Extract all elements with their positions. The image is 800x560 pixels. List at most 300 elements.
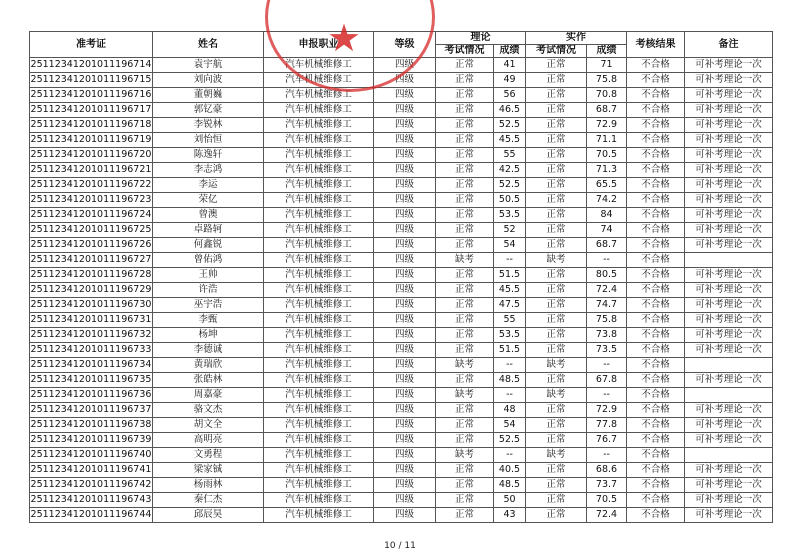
cell-note: 可补考理论一次 xyxy=(685,403,773,418)
cell-note: 可补考理论一次 xyxy=(685,373,773,388)
cell-theory-status: 缺考 xyxy=(436,448,494,463)
cell-result: 不合格 xyxy=(627,148,685,163)
cell-result: 不合格 xyxy=(627,358,685,373)
cell-practice-status: 缺考 xyxy=(526,358,587,373)
cell-note xyxy=(685,388,773,403)
cell-exam-id: 25112341201011196739 xyxy=(30,433,153,448)
cell-result: 不合格 xyxy=(627,58,685,73)
cell-theory-score: 48.5 xyxy=(494,478,526,493)
cell-practice-score: 72.9 xyxy=(587,118,627,133)
cell-name: 许浩 xyxy=(153,283,264,298)
cell-level: 四级 xyxy=(374,253,436,268)
cell-exam-id: 25112341201011196727 xyxy=(30,253,153,268)
cell-note: 可补考理论一次 xyxy=(685,343,773,358)
cell-level: 四级 xyxy=(374,433,436,448)
cell-theory-score: 50.5 xyxy=(494,193,526,208)
cell-level: 四级 xyxy=(374,448,436,463)
table-row xyxy=(30,283,773,298)
table-row xyxy=(30,208,773,223)
cell-practice-score: 71.3 xyxy=(587,163,627,178)
table-row xyxy=(30,193,773,208)
cell-exam-id: 25112341201011196719 xyxy=(30,133,153,148)
table-row xyxy=(30,343,773,358)
cell-name: 黄瑞欣 xyxy=(153,358,264,373)
cell-practice-score: 73.5 xyxy=(587,343,627,358)
cell-exam-id: 25112341201011196724 xyxy=(30,208,153,223)
table-row xyxy=(30,478,773,493)
cell-name: 秦仁杰 xyxy=(153,493,264,508)
cell-name: 梁家铖 xyxy=(153,463,264,478)
table-row xyxy=(30,133,773,148)
cell-theory-status: 缺考 xyxy=(436,388,494,403)
cell-note: 可补考理论一次 xyxy=(685,58,773,73)
cell-exam-id: 25112341201011196720 xyxy=(30,148,153,163)
cell-theory-score: 49 xyxy=(494,73,526,88)
cell-practice-score: -- xyxy=(587,358,627,373)
cell-occupation: 汽车机械维修工 xyxy=(264,118,374,133)
cell-level: 四级 xyxy=(374,328,436,343)
cell-occupation: 汽车机械维修工 xyxy=(264,418,374,433)
table-row xyxy=(30,403,773,418)
table-row xyxy=(30,163,773,178)
cell-note: 可补考理论一次 xyxy=(685,313,773,328)
cell-level: 四级 xyxy=(374,478,436,493)
cell-note: 可补考理论一次 xyxy=(685,133,773,148)
cell-theory-score: 54 xyxy=(494,238,526,253)
cell-level: 四级 xyxy=(374,283,436,298)
cell-practice-status: 正常 xyxy=(526,283,587,298)
cell-practice-status: 正常 xyxy=(526,118,587,133)
cell-occupation: 汽车机械维修工 xyxy=(264,208,374,223)
results-table xyxy=(29,31,773,523)
cell-theory-status: 正常 xyxy=(436,343,494,358)
cell-practice-score: -- xyxy=(587,388,627,403)
cell-theory-status: 正常 xyxy=(436,313,494,328)
cell-note: 可补考理论一次 xyxy=(685,463,773,478)
cell-theory-score: 51.5 xyxy=(494,268,526,283)
cell-note: 可补考理论一次 xyxy=(685,88,773,103)
cell-result: 不合格 xyxy=(627,418,685,433)
cell-occupation: 汽车机械维修工 xyxy=(264,193,374,208)
cell-occupation: 汽车机械维修工 xyxy=(264,298,374,313)
cell-exam-id: 25112341201011196728 xyxy=(30,268,153,283)
cell-theory-status: 缺考 xyxy=(436,358,494,373)
header-exam-id: 准考证 xyxy=(30,32,153,58)
cell-practice-score: 71.1 xyxy=(587,133,627,148)
cell-result: 不合格 xyxy=(627,223,685,238)
cell-occupation: 汽车机械维修工 xyxy=(264,178,374,193)
cell-result: 不合格 xyxy=(627,448,685,463)
cell-practice-score: 84 xyxy=(587,208,627,223)
table-row xyxy=(30,328,773,343)
table-row xyxy=(30,463,773,478)
table-row xyxy=(30,508,773,523)
header-practice: 实作 xyxy=(526,32,627,45)
cell-level: 四级 xyxy=(374,133,436,148)
cell-practice-status: 正常 xyxy=(526,163,587,178)
cell-level: 四级 xyxy=(374,343,436,358)
cell-theory-status: 正常 xyxy=(436,58,494,73)
cell-theory-status: 缺考 xyxy=(436,253,494,268)
cell-practice-score: 74.2 xyxy=(587,193,627,208)
cell-result: 不合格 xyxy=(627,493,685,508)
cell-occupation: 汽车机械维修工 xyxy=(264,373,374,388)
cell-exam-id: 25112341201011196721 xyxy=(30,163,153,178)
cell-theory-score: 53.5 xyxy=(494,328,526,343)
cell-exam-id: 25112341201011196714 xyxy=(30,58,153,73)
cell-practice-status: 正常 xyxy=(526,58,587,73)
table-row xyxy=(30,373,773,388)
cell-theory-status: 正常 xyxy=(436,418,494,433)
cell-result: 不合格 xyxy=(627,283,685,298)
cell-name: 卓路轲 xyxy=(153,223,264,238)
header-practice-score: 成绩 xyxy=(587,45,627,58)
cell-occupation: 汽车机械维修工 xyxy=(264,313,374,328)
cell-note: 可补考理论一次 xyxy=(685,178,773,193)
cell-exam-id: 25112341201011196734 xyxy=(30,358,153,373)
cell-theory-score: 52.5 xyxy=(494,433,526,448)
cell-note: 可补考理论一次 xyxy=(685,163,773,178)
header-theory-status: 考试情况 xyxy=(436,45,494,58)
cell-occupation: 汽车机械维修工 xyxy=(264,493,374,508)
cell-occupation: 汽车机械维修工 xyxy=(264,88,374,103)
cell-level: 四级 xyxy=(374,238,436,253)
cell-exam-id: 25112341201011196722 xyxy=(30,178,153,193)
cell-level: 四级 xyxy=(374,298,436,313)
cell-note: 可补考理论一次 xyxy=(685,493,773,508)
cell-practice-status: 正常 xyxy=(526,433,587,448)
cell-result: 不合格 xyxy=(627,433,685,448)
table-row xyxy=(30,358,773,373)
cell-theory-status: 正常 xyxy=(436,238,494,253)
cell-note: 可补考理论一次 xyxy=(685,208,773,223)
table-row xyxy=(30,223,773,238)
cell-theory-score: 42.5 xyxy=(494,163,526,178)
cell-theory-status: 正常 xyxy=(436,118,494,133)
cell-occupation: 汽车机械维修工 xyxy=(264,433,374,448)
cell-name: 巫宇浩 xyxy=(153,298,264,313)
cell-name: 荣亿 xyxy=(153,193,264,208)
cell-occupation: 汽车机械维修工 xyxy=(264,268,374,283)
table-body xyxy=(30,58,773,523)
cell-theory-status: 正常 xyxy=(436,478,494,493)
cell-practice-status: 正常 xyxy=(526,178,587,193)
cell-name: 高明亮 xyxy=(153,433,264,448)
cell-result: 不合格 xyxy=(627,103,685,118)
cell-level: 四级 xyxy=(374,103,436,118)
cell-exam-id: 25112341201011196718 xyxy=(30,118,153,133)
cell-practice-status: 正常 xyxy=(526,328,587,343)
cell-name: 李德诚 xyxy=(153,343,264,358)
table-row xyxy=(30,58,773,73)
cell-level: 四级 xyxy=(374,268,436,283)
cell-theory-status: 正常 xyxy=(436,73,494,88)
cell-theory-score: 55 xyxy=(494,313,526,328)
cell-exam-id: 25112341201011196717 xyxy=(30,103,153,118)
cell-level: 四级 xyxy=(374,178,436,193)
cell-theory-status: 正常 xyxy=(436,163,494,178)
cell-level: 四级 xyxy=(374,88,436,103)
cell-theory-score: 52 xyxy=(494,223,526,238)
cell-name: 何鑫锐 xyxy=(153,238,264,253)
cell-theory-score: 55 xyxy=(494,148,526,163)
cell-practice-status: 正常 xyxy=(526,418,587,433)
cell-level: 四级 xyxy=(374,58,436,73)
cell-name: 袁宇航 xyxy=(153,58,264,73)
cell-occupation: 汽车机械维修工 xyxy=(264,508,374,523)
cell-exam-id: 25112341201011196744 xyxy=(30,508,153,523)
cell-note: 可补考理论一次 xyxy=(685,283,773,298)
cell-exam-id: 25112341201011196730 xyxy=(30,298,153,313)
header-occupation: 申报职业 xyxy=(264,32,374,58)
cell-name: 刘向波 xyxy=(153,73,264,88)
cell-note: 可补考理论一次 xyxy=(685,328,773,343)
cell-exam-id: 25112341201011196731 xyxy=(30,313,153,328)
cell-practice-score: 68.7 xyxy=(587,103,627,118)
cell-result: 不合格 xyxy=(627,508,685,523)
cell-result: 不合格 xyxy=(627,298,685,313)
cell-level: 四级 xyxy=(374,148,436,163)
cell-theory-status: 正常 xyxy=(436,493,494,508)
cell-name: 陈逸轩 xyxy=(153,148,264,163)
cell-level: 四级 xyxy=(374,493,436,508)
cell-occupation: 汽车机械维修工 xyxy=(264,163,374,178)
cell-occupation: 汽车机械维修工 xyxy=(264,478,374,493)
cell-occupation: 汽车机械维修工 xyxy=(264,283,374,298)
cell-level: 四级 xyxy=(374,208,436,223)
cell-exam-id: 25112341201011196736 xyxy=(30,388,153,403)
cell-practice-status: 正常 xyxy=(526,193,587,208)
cell-note: 可补考理论一次 xyxy=(685,118,773,133)
cell-occupation: 汽车机械维修工 xyxy=(264,148,374,163)
cell-occupation: 汽车机械维修工 xyxy=(264,463,374,478)
cell-practice-score: 68.7 xyxy=(587,238,627,253)
cell-result: 不合格 xyxy=(627,328,685,343)
cell-level: 四级 xyxy=(374,118,436,133)
cell-theory-status: 正常 xyxy=(436,463,494,478)
cell-theory-status: 正常 xyxy=(436,268,494,283)
cell-result: 不合格 xyxy=(627,118,685,133)
cell-level: 四级 xyxy=(374,508,436,523)
cell-level: 四级 xyxy=(374,403,436,418)
cell-exam-id: 25112341201011196725 xyxy=(30,223,153,238)
cell-theory-score: 50 xyxy=(494,493,526,508)
cell-practice-score: 75.8 xyxy=(587,73,627,88)
cell-practice-status: 缺考 xyxy=(526,448,587,463)
cell-practice-status: 正常 xyxy=(526,298,587,313)
cell-practice-status: 正常 xyxy=(526,268,587,283)
cell-note xyxy=(685,358,773,373)
cell-practice-score: 72.4 xyxy=(587,508,627,523)
cell-result: 不合格 xyxy=(627,178,685,193)
table-row xyxy=(30,298,773,313)
cell-occupation: 汽车机械维修工 xyxy=(264,103,374,118)
header-theory-score: 成绩 xyxy=(494,45,526,58)
cell-level: 四级 xyxy=(374,388,436,403)
cell-name: 刘怡恒 xyxy=(153,133,264,148)
cell-practice-score: 65.5 xyxy=(587,178,627,193)
header-result: 考核结果 xyxy=(627,32,685,58)
cell-result: 不合格 xyxy=(627,238,685,253)
cell-theory-score: 51.5 xyxy=(494,343,526,358)
cell-note: 可补考理论一次 xyxy=(685,103,773,118)
cell-practice-score: 70.5 xyxy=(587,493,627,508)
cell-exam-id: 25112341201011196726 xyxy=(30,238,153,253)
cell-exam-id: 25112341201011196735 xyxy=(30,373,153,388)
cell-exam-id: 25112341201011196715 xyxy=(30,73,153,88)
cell-level: 四级 xyxy=(374,313,436,328)
table-row xyxy=(30,268,773,283)
cell-name: 王帅 xyxy=(153,268,264,283)
cell-result: 不合格 xyxy=(627,193,685,208)
cell-practice-status: 正常 xyxy=(526,478,587,493)
cell-practice-score: 67.8 xyxy=(587,373,627,388)
cell-theory-score: -- xyxy=(494,448,526,463)
cell-result: 不合格 xyxy=(627,478,685,493)
cell-level: 四级 xyxy=(374,73,436,88)
cell-exam-id: 25112341201011196740 xyxy=(30,448,153,463)
header-note: 备注 xyxy=(685,32,773,58)
cell-name: 杨雨林 xyxy=(153,478,264,493)
cell-name: 李志鸿 xyxy=(153,163,264,178)
cell-practice-status: 正常 xyxy=(526,343,587,358)
cell-practice-status: 正常 xyxy=(526,133,587,148)
cell-theory-status: 正常 xyxy=(436,283,494,298)
cell-practice-score: 72.4 xyxy=(587,283,627,298)
cell-note: 可补考理论一次 xyxy=(685,508,773,523)
cell-exam-id: 25112341201011196732 xyxy=(30,328,153,343)
cell-theory-score: 48 xyxy=(494,403,526,418)
cell-practice-score: 71 xyxy=(587,58,627,73)
cell-theory-status: 正常 xyxy=(436,403,494,418)
cell-note: 可补考理论一次 xyxy=(685,148,773,163)
cell-note: 可补考理论一次 xyxy=(685,223,773,238)
table-row xyxy=(30,238,773,253)
cell-name: 曾佑鸿 xyxy=(153,253,264,268)
cell-practice-status: 正常 xyxy=(526,493,587,508)
cell-theory-score: -- xyxy=(494,253,526,268)
cell-name: 文勇程 xyxy=(153,448,264,463)
cell-name: 李甄 xyxy=(153,313,264,328)
cell-name: 骆文杰 xyxy=(153,403,264,418)
cell-theory-status: 正常 xyxy=(436,328,494,343)
cell-result: 不合格 xyxy=(627,313,685,328)
cell-occupation: 汽车机械维修工 xyxy=(264,73,374,88)
cell-note xyxy=(685,448,773,463)
cell-theory-status: 正常 xyxy=(436,148,494,163)
table-row xyxy=(30,73,773,88)
cell-level: 四级 xyxy=(374,373,436,388)
cell-name: 曾澳 xyxy=(153,208,264,223)
header-theory: 理论 xyxy=(436,32,526,45)
cell-theory-status: 正常 xyxy=(436,373,494,388)
cell-result: 不合格 xyxy=(627,163,685,178)
cell-name: 胡文全 xyxy=(153,418,264,433)
cell-practice-score: 74 xyxy=(587,223,627,238)
cell-practice-score: 73.7 xyxy=(587,478,627,493)
cell-result: 不合格 xyxy=(627,253,685,268)
cell-note: 可补考理论一次 xyxy=(685,73,773,88)
cell-name: 郭钇豪 xyxy=(153,103,264,118)
table-row xyxy=(30,103,773,118)
cell-exam-id: 25112341201011196733 xyxy=(30,343,153,358)
cell-practice-score: 72.9 xyxy=(587,403,627,418)
header-level: 等级 xyxy=(374,32,436,58)
cell-note: 可补考理论一次 xyxy=(685,268,773,283)
cell-note: 可补考理论一次 xyxy=(685,478,773,493)
cell-practice-status: 正常 xyxy=(526,73,587,88)
cell-exam-id: 25112341201011196741 xyxy=(30,463,153,478)
cell-occupation: 汽车机械维修工 xyxy=(264,253,374,268)
cell-theory-status: 正常 xyxy=(436,178,494,193)
cell-practice-score: -- xyxy=(587,448,627,463)
cell-theory-score: 45.5 xyxy=(494,133,526,148)
cell-note: 可补考理论一次 xyxy=(685,298,773,313)
table-row xyxy=(30,433,773,448)
cell-practice-status: 缺考 xyxy=(526,388,587,403)
cell-exam-id: 25112341201011196723 xyxy=(30,193,153,208)
cell-practice-status: 正常 xyxy=(526,148,587,163)
cell-theory-status: 正常 xyxy=(436,103,494,118)
cell-name: 杨坤 xyxy=(153,328,264,343)
cell-practice-status: 正常 xyxy=(526,208,587,223)
cell-theory-score: 52.5 xyxy=(494,178,526,193)
cell-theory-score: 46.5 xyxy=(494,103,526,118)
cell-theory-score: 41 xyxy=(494,58,526,73)
header-name: 姓名 xyxy=(153,32,264,58)
cell-result: 不合格 xyxy=(627,88,685,103)
cell-practice-score: 75.8 xyxy=(587,313,627,328)
cell-practice-score: 77.8 xyxy=(587,418,627,433)
cell-level: 四级 xyxy=(374,358,436,373)
cell-result: 不合格 xyxy=(627,133,685,148)
cell-theory-score: 53.5 xyxy=(494,208,526,223)
cell-level: 四级 xyxy=(374,463,436,478)
cell-note: 可补考理论一次 xyxy=(685,193,773,208)
table-row xyxy=(30,148,773,163)
cell-practice-score: 68.6 xyxy=(587,463,627,478)
cell-note: 可补考理论一次 xyxy=(685,418,773,433)
cell-theory-score: 56 xyxy=(494,88,526,103)
cell-note xyxy=(685,253,773,268)
cell-theory-status: 正常 xyxy=(436,433,494,448)
cell-theory-score: 43 xyxy=(494,508,526,523)
cell-theory-score: -- xyxy=(494,358,526,373)
table-row xyxy=(30,448,773,463)
cell-theory-status: 正常 xyxy=(436,298,494,313)
cell-name: 李运 xyxy=(153,178,264,193)
cell-theory-score: 40.5 xyxy=(494,463,526,478)
cell-level: 四级 xyxy=(374,163,436,178)
cell-result: 不合格 xyxy=(627,373,685,388)
cell-result: 不合格 xyxy=(627,343,685,358)
cell-theory-score: 52.5 xyxy=(494,118,526,133)
cell-result: 不合格 xyxy=(627,208,685,223)
cell-theory-status: 正常 xyxy=(436,193,494,208)
table-row xyxy=(30,88,773,103)
cell-result: 不合格 xyxy=(627,73,685,88)
cell-practice-status: 正常 xyxy=(526,463,587,478)
cell-practice-status: 正常 xyxy=(526,223,587,238)
cell-practice-status: 正常 xyxy=(526,508,587,523)
cell-note: 可补考理论一次 xyxy=(685,433,773,448)
cell-theory-status: 正常 xyxy=(436,208,494,223)
cell-practice-status: 正常 xyxy=(526,88,587,103)
cell-practice-status: 正常 xyxy=(526,373,587,388)
cell-occupation: 汽车机械维修工 xyxy=(264,388,374,403)
cell-exam-id: 25112341201011196738 xyxy=(30,418,153,433)
cell-occupation: 汽车机械维修工 xyxy=(264,58,374,73)
